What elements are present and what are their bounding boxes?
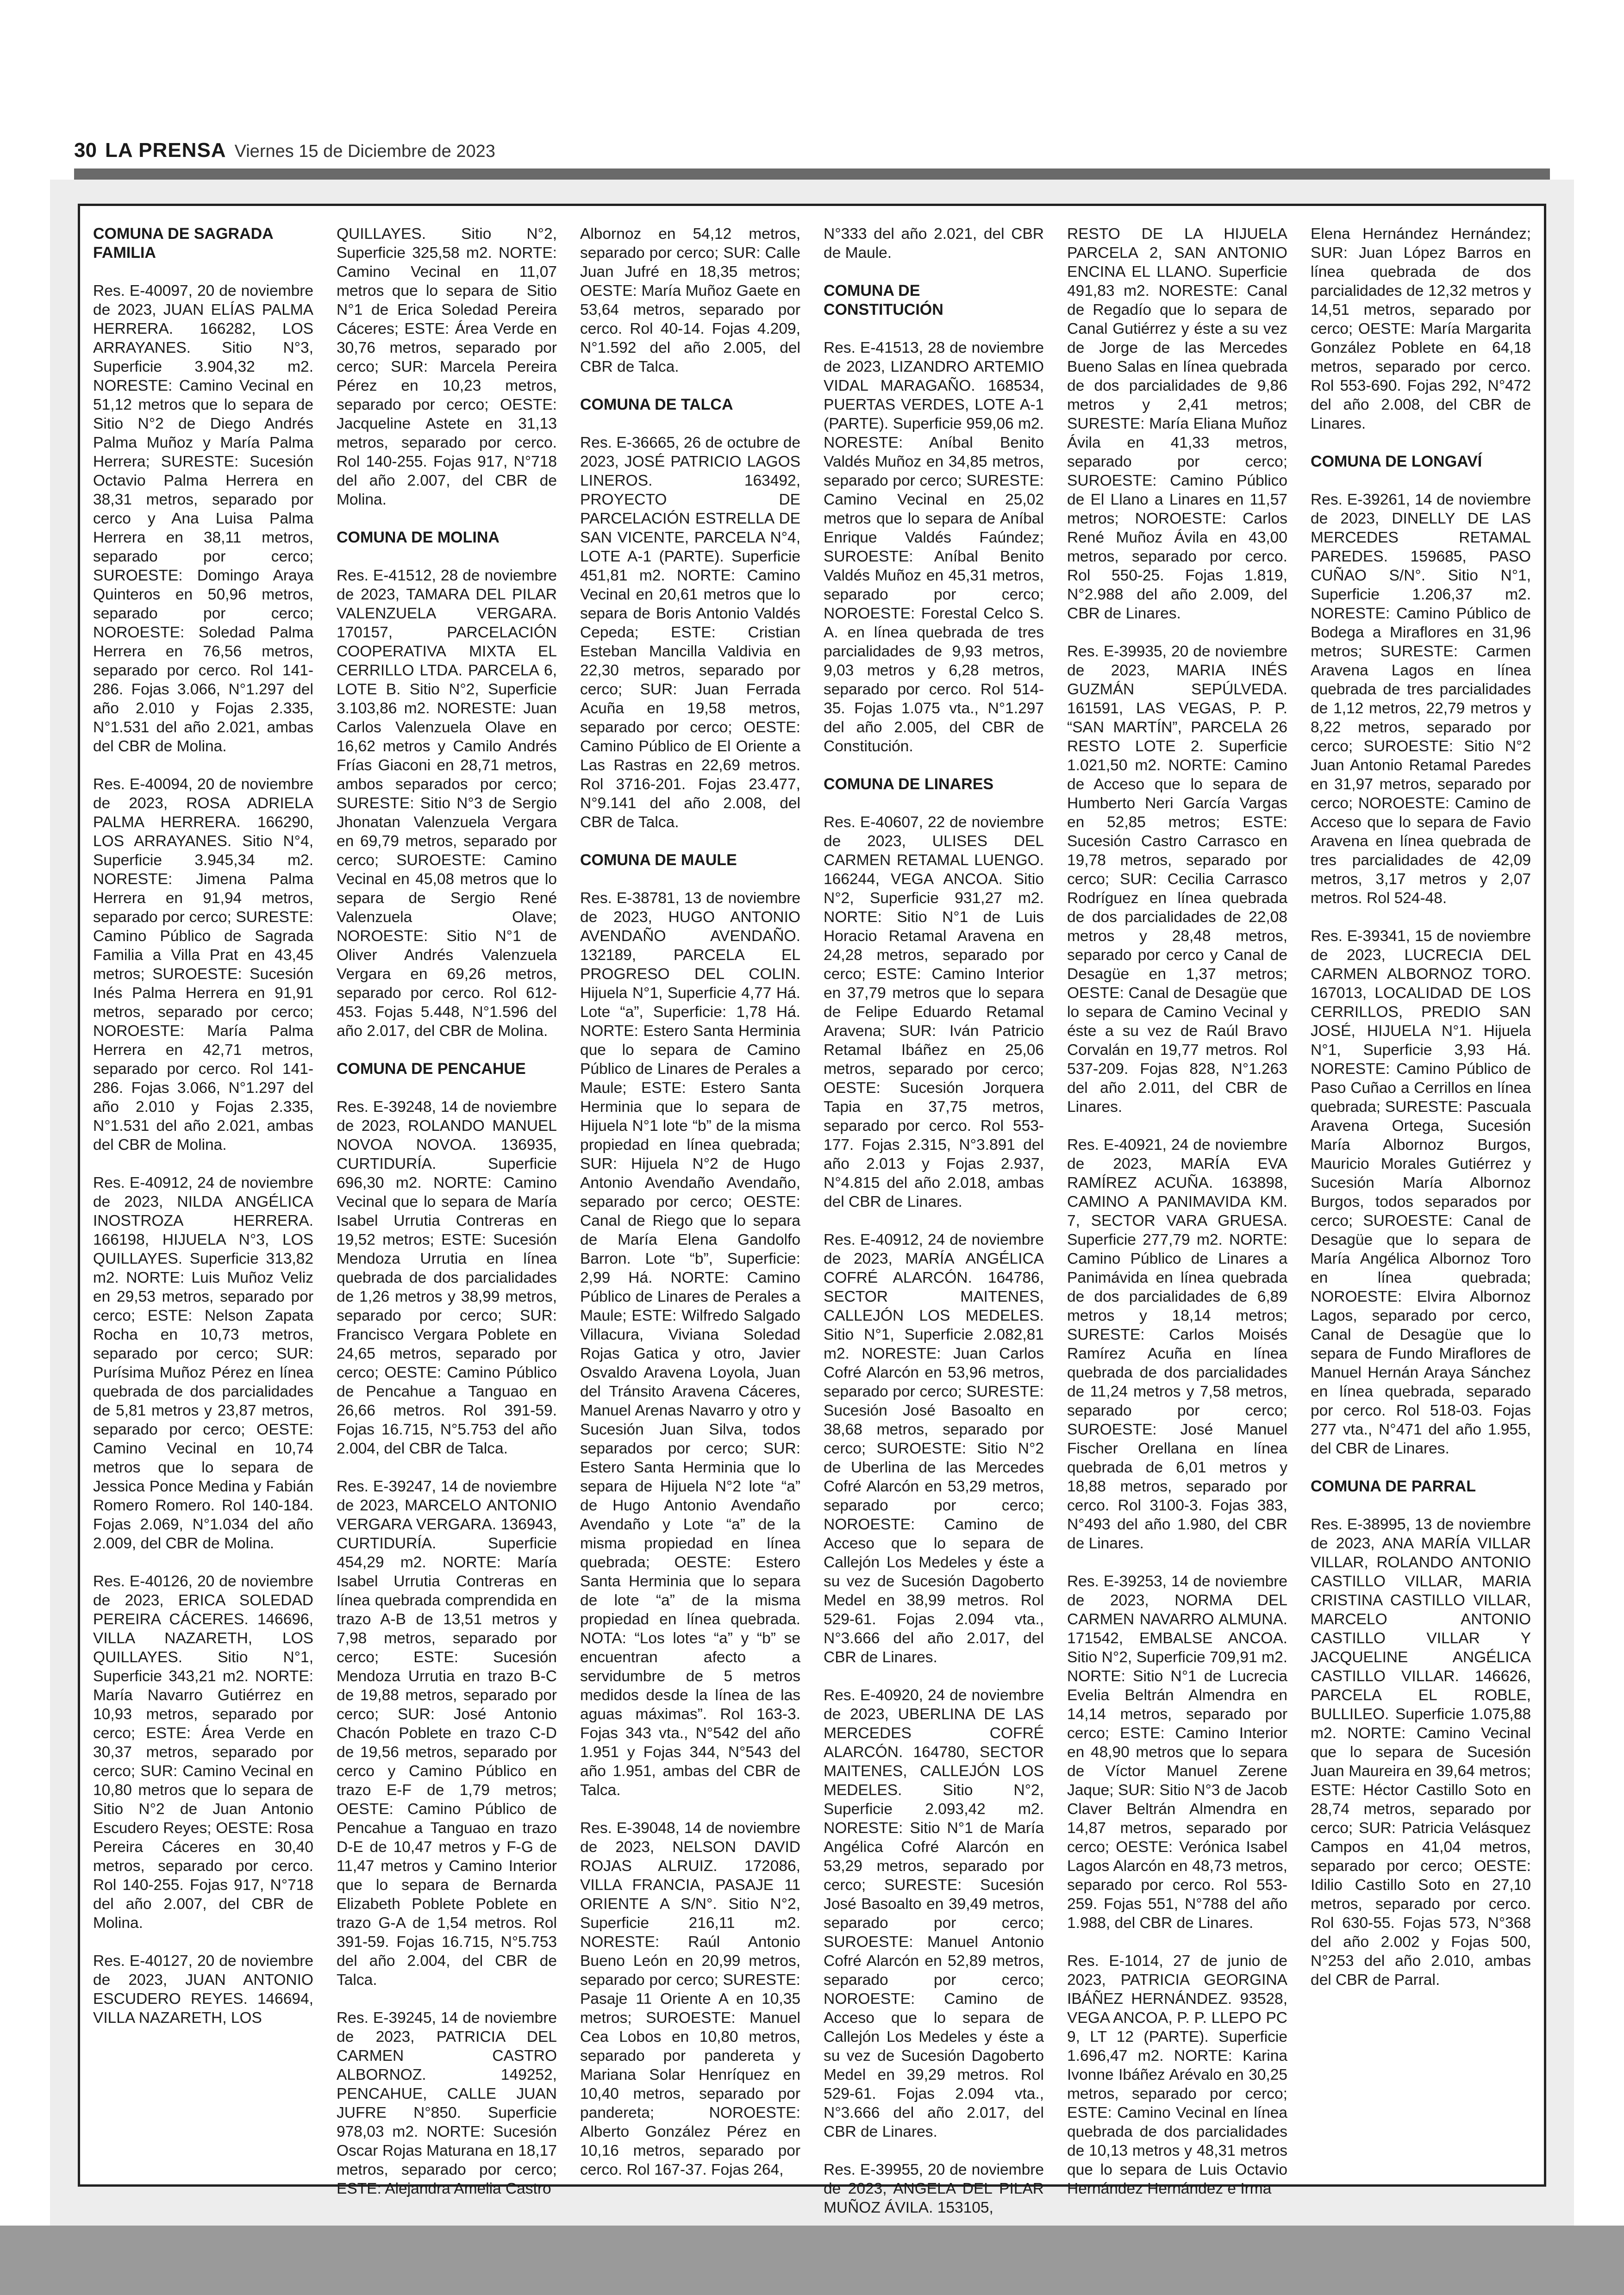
- notice-paragraph: Res. E-41512, 28 de noviembre de 2023, TAMARA DEL PILAR VALENZUELA VERGARA. 170157, PARCELACIÓN COOPERATIVA MIXTA EL CERRILLO LTDA. PARCELA 6, LOTE B. Sitio N°2, Superficie 3.103,86 m2. NORESTE: Juan Carlos Valenzuela Olave en 16,62 metros y Camilo Andrés Frías Giaconi en 28,71 metros, ambos separados por cerco; SURESTE: Sitio N°3 de Sergio Jhonatan Valenzuela Vergara en 69,79 metros, separado por cerco; SUROESTE: Camino Vecinal en 45,08 metros que lo separa de Sergio René Valenzuela Olave; NOROESTE: Sitio N°1 de Oliver Andrés Valenzuela Vergara en 69,26 metros, separado por cerco. Rol 612-453. Fojas 5.448, N°1.596 del año 2.017, del CBR de Molina.: [337, 567, 557, 1040]
- notice-paragraph: Res. E-40094, 20 de noviembre de 2023, ROSA ADRIELA PALMA HERRERA. 166290, LOS ARRAYANES. Sitio N°4, Superficie 3.945,34 m2. NORESTE: Jimena Palma Herrera en 91,94 metros, separado por cerco; SURESTE: Camino Público de Sagrada Familia a Villa Prat en 43,45 metros; SUROESTE: Sucesión Inés Palma Herrera en 91,91 metros, separado por cerco; NOROESTE: María Palma Herrera en 42,71 metros, separado por cerco. Rol 141-286. Fojas 3.066, N°1.297 del año 2.010 y Fojas 2.335, N°1.531 del año 2.021, ambas del CBR de Molina.: [93, 776, 313, 1154]
- notice-paragraph: Res. E-39955, 20 de noviembre de 2023, ANGELA DEL PILAR MUÑOZ ÁVILA. 153105,: [824, 2161, 1044, 2216]
- commune-heading: COMUNA DE MOLINA: [337, 529, 500, 546]
- text-column: [580, 225, 800, 2236]
- notice-paragraph: Res. E-38995, 13 de noviembre de 2023, ANA MARÍA VILLAR VILLAR, ROLANDO ANTONIO CASTILLO VILLAR, MARIA CRISTINA CASTILLO VILLAR, MARCELO ANTONIO CASTILLO VILLAR Y JACQUELINE ANGÉLICA CASTILLO VILLAR. 146626, PARCELA EL ROBLE, BULLILEO. Superficie 1.075,88 m2. NORTE: Camino Vecinal que lo separa de Sucesión Juan Maureira en 39,64 metros; ESTE: Héctor Castillo Soto en 28,74 metros, separado por cerco; SUR: Patricia Velásquez Campos en 41,04 metros, separado por cerco; OESTE: Idilio Castillo Soto en 27,10 metros, separado por cerco. Rol 630-55. Fojas 573, N°368 del año 2.002 y Fojas 500, N°253 del año 2.010, ambas del CBR de Parral.: [1311, 1516, 1531, 1989]
- notice-paragraph: Res. E-39247, 14 de noviembre de 2023, MARCELO ANTONIO VERGARA VERGARA. 136943, CURTIDURÍA. Superficie 454,29 m2. NORTE: María Isabel Urrutia Contreras en línea quebrada comprendida en trazo A-B de 13,51 metros y 7,98 metros, separado por cerco; ESTE: Sucesión Mendoza Urrutia en trazo B-C de 19,88 metros, separado por cerco; SUR: José Antonio Chacón Poblete en trazo C-D de 19,56 metros, separado por cerco y Camino Público en trazo E-F de 1,79 metros; OESTE: Camino Público de Pencahue a Tanguao en trazo D-E de 10,47 metros y F-G de 11,47 metros y Camino Interior que lo separa de Bernarda Elizabeth Poblete Poblete en trazo G-A de 1,54 metros. Rol 391-59. Fojas 16.715, N°5.753 del año 2.004, del CBR de Talca.: [337, 1478, 557, 1989]
- commune-heading: COMUNA DE TALCA: [580, 396, 733, 413]
- notice-paragraph: N°333 del año 2.021, del CBR de Maule.: [824, 225, 1044, 262]
- notice-paragraph: Res. E-36665, 26 de octubre de 2023, JOSÉ PATRICIO LAGOS LINEROS. 163492, PROYECTO DE PARCELACIÓN ESTRELLA DE SAN VICENTE, PARCELA N°4, LOTE A-1 (PARTE). Superficie 451,81 m2. NORTE: Camino Vecinal en 20,61 metros que lo separa de Boris Antonio Valdés Cepeda; ESTE: Cristian Esteban Mancilla Valdivia en 22,30 metros, separado por cerco; SUR: Juan Ferrada Acuña en 19,58 metros, separado por cerco; OESTE: Camino Público de El Oriente a Las Rastras en 22,69 metros. Rol 3716-201. Fojas 23.477, N°9.141 del año 2.008, del CBR de Talca.: [580, 434, 800, 831]
- page-number: 30: [74, 139, 97, 162]
- header-rule: [74, 168, 1550, 180]
- notice-paragraph: Res. E-41513, 28 de noviembre de 2023, LIZANDRO ARTEMIO VIDAL MARAGAÑO. 168534, PUERTAS VERDES, LOTE A-1 (PARTE). Superficie 959,06 m2. NORESTE: Aníbal Benito Valdés Muñoz en 34,85 metros, separado por cerco; SURESTE: Camino Vecinal en 25,02 metros que lo separa de Aníbal Enrique Valdés Faúndez; SUROESTE: Aníbal Benito Valdés Muñoz en 45,31 metros, separado por cerco; NOROESTE: Forestal Celco S. A. en línea quebrada de tres parcialidades de 9,93 metros, 9,03 metros y 6,28 metros, separado por cerco. Rol 514-35. Fojas 1.075 vta., N°1.297 del año 2.005, del CBR de Constitución.: [824, 339, 1044, 755]
- notice-paragraph: Res. E-40097, 20 de noviembre de 2023, JUAN ELÍAS PALMA HERRERA. 166282, LOS ARRAYANES. Sitio N°3, Superficie 3.904,32 m2. NORESTE: Camino Vecinal en 51,12 metros que lo separa de Sitio N°2 de Diego Andrés Palma Muñoz y María Palma Herrera; SURESTE: Sucesión Octavio Palma Herrera en 38,31 metros, separado por cerco y Ana Luisa Palma Herrera en 38,11 metros, separado por cerco; SUROESTE: Domingo Araya Quinteros en 50,96 metros, separado por cerco; NOROESTE: Soledad Palma Herrera en 76,56 metros, separado por cerco. Rol 141-286. Fojas 3.066, N°1.297 del año 2.010 y Fojas 2.335, N°1.531 del año 2.021, ambas del CBR de Molina.: [93, 282, 313, 755]
- notice-paragraph: Res. E-40912, 24 de noviembre de 2023, NILDA ANGÉLICA INOSTROZA HERRERA. 166198, HIJUELA N°3, LOS QUILLAYES. Superficie 313,82 m2. NORTE: Luis Muñoz Veliz en 29,53 metros, separado por cerco; ESTE: Nelson Zapata Rocha en 10,73 metros, separado por cerco; SUR: Purísima Muñoz Pérez en línea quebrada de dos parcialidades de 5,81 metros y 23,87 metros, separado por cerco; OESTE: Camino Vecinal en 10,74 metros que lo separa de Jessica Ponce Medina y Fabián Romero Romero. Rol 140-184. Fojas 2.069, N°1.034 del año 2.009, del CBR de Molina.: [93, 1174, 313, 1552]
- commune-heading: COMUNA DE SAGRADA FAMILIA: [93, 225, 273, 262]
- text-column: [93, 225, 313, 2236]
- commune-heading: COMUNA DE LINARES: [824, 775, 994, 793]
- notice-paragraph: Res. E-38781, 13 de noviembre de 2023, HUGO ANTONIO AVENDAÑO AVENDAÑO. 132189, PARCELA EL PROGRESO DEL COLIN. Hijuela N°1, Superficie 4,77 Há. Lote “a”, Superficie: 1,78 Há. NORTE: Estero Santa Herminia que lo separa de Camino Público de Linares de Perales a Maule; ESTE: Estero Santa Herminia que lo separa de Hijuela N°1 lote “b” de la misma propiedad en línea quebrada; SUR: Hijuela N°2 de Hugo Antonio Avendaño Avendaño, separado por cerco; OESTE: Canal de Riego que lo separa de María Elena Gandolfo Barron. Lote “b”, Superficie: 2,99 Há. NORTE: Camino Público de Linares de Perales a Maule; ESTE: Wilfredo Salgado Villacura, Viviana Soledad Rojas Gatica y otro, Javier Osvaldo Aravena Loyola, Juan del Tránsito Aravena Cáceres, Manuel Arenas Navarro y otro y Sucesión Juan Silva, todos separados por cerco; SUR: Estero Santa Herminia que lo separa de Hijuela N°2 lote “a” de Hugo Antonio Avendaño Avendaño y Lote “a” de la misma propiedad en línea quebrada; OESTE: Estero Santa Herminia que lo separa de lote “a” de la misma propiedad en línea quebrada. NOTA: “Los lotes “a” y “b” se encuentran afecto a servidumbre de 5 metros medidos desde la línea de las aguas máximas”. Rol 163-3. Fojas 343 vta., N°542 del año 1.951 y Fojas 344, N°543 del año 1.951, ambas del CBR de Talca.: [580, 890, 800, 1799]
- notice-paragraph: Res. E-40912, 24 de noviembre de 2023, MARÍA ANGÉLICA COFRÉ ALARCÓN. 164786, SECTOR MAITENES, CALLEJÓN LOS MEDELES. Sitio N°1, Superficie 2.082,81 m2. NORESTE: Juan Carlos Cofré Alarcón en 53,96 metros, separado por cerco; SURESTE: Sucesión José Basoalto en 38,68 metros, separado por cerco; SUROESTE: Sitio N°2 de Uberlina de las Mercedes Cofré Alarcón en 53,29 metros, separado por cerco; NOROESTE: Camino de Acceso que lo separa de Callejón Los Medeles y éste a su vez de Sucesión Dagoberto Medel en 38,99 metros. Rol 529-61. Fojas 2.094 vta., N°3.666 del año 2.017, del CBR de Linares.: [824, 1231, 1044, 1666]
- notice-paragraph: Res. E-40607, 22 de noviembre de 2023, ULISES DEL CARMEN RETAMAL LUENGO. 166244, VEGA ANCOA. Sitio N°2, Superficie 931,27 m2. NORTE: Sitio N°1 de Luis Horacio Retamal Aravena en 24,28 metros, separado por cerco; ESTE: Camino Interior en 37,79 metros que lo separa de Felipe Eduardo Retamal Aravena; SUR: Iván Patricio Retamal Ibáñez en 25,06 metros, separado por cerco; OESTE: Sucesión Jorquera Tapia en 37,75 metros, separado por cerco. Rol 553-177. Fojas 2.315, N°3.891 del año 2.013 y Fojas 2.937, N°4.815 del año 2.018, ambas del CBR de Linares.: [824, 814, 1044, 1210]
- notice-paragraph: QUILLAYES. Sitio N°2, Superficie 325,58 m2. NORTE: Camino Vecinal en 11,07 metros que lo separa de Sitio N°1 de Erica Soledad Pereira Cáceres; ESTE: Área Verde en 30,76 metros, separado por cerco; SUR: Marcela Pereira Pérez en 10,23 metros, separado por cerco; OESTE: Jacqueline Astete en 31,13 metros, separado por cerco. Rol 140-255. Fojas 917, N°718 del año 2.007, del CBR de Molina.: [337, 225, 557, 508]
- notice-paragraph: Res. E-39048, 14 de noviembre de 2023, NELSON DAVID ROJAS ALRUIZ. 172086, VILLA FRANCIA, PASAJE 11 ORIENTE A S/N°. Sitio N°2, Superficie 216,11 m2. NORESTE: Raúl Antonio Bueno León en 20,99 metros, separado por cerco; SURESTE: Pasaje 11 Oriente A en 10,35 metros; SUROESTE: Manuel Cea Lobos en 10,80 metros, separado por pandereta y Mariana Solar Henríquez en 10,40 metros, separado por pandereta; NOROESTE: Alberto González Pérez en 10,16 metros, separado por cerco. Rol 167-37. Fojas 264,: [580, 1820, 800, 2178]
- notice-paragraph: Res. E-39261, 14 de noviembre de 2023, DINELLY DE LAS MERCEDES RETAMAL PAREDES. 159685, PASO CUÑAO S/N°. Sitio N°1, Superficie 1.206,37 m2. NORESTE: Camino Público de Bodega a Miraflores en 31,96 metros; SURESTE: Carmen Aravena Lagos en línea quebrada de tres parcialidades de 1,12 metros, 22,79 metros y 8,22 metros, separado por cerco; SUROESTE: Sitio N°2 Juan Antonio Retamal Paredes en 31,97 metros, separado por cerco; NOROESTE: Camino de Acceso que lo separa de Favio Aravena en línea quebrada de tres parcialidades de 42,09 metros, 3,17 metros y 2,07 metros. Rol 524-48.: [1311, 491, 1531, 907]
- text-column: [1311, 225, 1531, 2236]
- notice-paragraph: Res. E-39341, 15 de noviembre de 2023, LUCRECIA DEL CARMEN ALBORNOZ TORO. 167013, LOCALIDAD DE LOS CERRILLOS, PREDIO SAN JOSÉ, HIJUELA N°1. Hijuela N°1, Superficie 3,93 Há. NORESTE: Camino Público de Paso Cuñao a Cerrillos en línea quebrada; SURESTE: Pascuala Aravena Ortega, Sucesión María Albornoz Burgos, Mauricio Morales Gutiérrez y Sucesión María Albornoz Burgos, todos separados por cerco; SUROESTE: Canal de Desagüe que lo separa de María Angélica Albornoz Toro en línea quebrada; NOROESTE: Elvira Albornoz Lagos, separado por cerco, Canal de Desagüe que lo separa de Fundo Miraflores de Manuel Hernán Araya Sánchez en línea quebrada, separado por cerco. Rol 518-03. Fojas 277 vta., N°471 del año 1.955, del CBR de Linares.: [1311, 928, 1531, 1457]
- text-column: [824, 225, 1044, 2236]
- page-header: [74, 139, 495, 162]
- notice-paragraph: Res. E-39253, 14 de noviembre de 2023, NORMA DEL CARMEN NAVARRO ALMUNA. 171542, EMBALSE ANCOA. Sitio N°2, Superficie 709,91 m2. NORTE: Sitio N°1 de Lucrecia Evelia Beltrán Almendra en 14,14 metros, separado por cerco; ESTE: Camino Interior en 48,90 metros que lo separa de Víctor Manuel Zerene Jaque; SUR: Sitio N°3 de Jacob Claver Beltrán Almendra en 14,87 metros, separado por cerco; OESTE: Verónica Isabel Lagos Alarcón en 48,73 metros, separado por cerco. Rol 553-259. Fojas 551, N°788 del año 1.988, del CBR de Linares.: [1067, 1573, 1287, 1932]
- notice-paragraph: Res. E-39245, 14 de noviembre de 2023, PATRICIA DEL CARMEN CASTRO ALBORNOZ. 149252, PENCAHUE, CALLE JUAN JUFRE N°850. Superficie 978,03 m2. NORTE: Sucesión Oscar Rojas Maturana en 18,17 metros, separado por cerco; ESTE: Alejandra Amelia Castro: [337, 2009, 557, 2197]
- notice-paragraph: Res. E-1014, 27 de junio de 2023, PATRICIA GEORGINA IBÁÑEZ HERNÁNDEZ. 93528, VEGA ANCOA, P. P. LLEPO PC 9, LT 12 (PARTE). Superficie 1.696,47 m2. NORTE: Karina Ivonne Ibáñez Arévalo en 30,25 metros, separado por cerco; ESTE: Camino Vecinal en línea quebrada de dos parcialidades de 10,13 metros y 48,31 metros que lo separa de Luis Octavio Hernández Hernández e Irma: [1067, 1952, 1287, 2197]
- commune-heading: COMUNA DE LONGAVÍ: [1311, 453, 1482, 470]
- notice-columns: [93, 225, 1531, 2216]
- commune-heading: COMUNA DE MAULE: [580, 851, 737, 869]
- notice-paragraph: Albornoz en 54,12 metros, separado por cerco; SUR: Calle Juan Jufré en 18,35 metros; OESTE: María Muñoz Gaete en 53,64 metros, separado por cerco. Rol 40-14. Fojas 4.209, N°1.592 del año 2.005, del CBR de Talca.: [580, 225, 800, 375]
- notice-paragraph: RESTO DE LA HIJUELA PARCELA 2, SAN ANTONIO ENCINA EL LLANO. Superficie 491,83 m2. NORESTE: Canal de Regadío que lo separa de Canal Gutiérrez y éste a su vez de Jorge de las Mercedes Bueno Salas en línea quebrada de dos parcialidades de 9,86 metros y 2,41 metros; SURESTE: María Eliana Muñoz Ávila en 41,33 metros, separado por cerco; SUROESTE: Camino Público de El Llano a Linares en 11,57 metros; NOROESTE: Carlos René Muñoz Ávila en 43,00 metros, separado por cerco. Rol 550-25. Fojas 1.819, N°2.988 del año 2.009, del CBR de Linares.: [1067, 225, 1287, 622]
- commune-heading: COMUNA DE PARRAL: [1311, 1478, 1476, 1495]
- text-column: [1067, 225, 1287, 2236]
- notice-paragraph: Res. E-40921, 24 de noviembre de 2023, MARÍA EVA RAMÍREZ ACUÑA. 163898, CAMINO A PANIMAVIDA KM. 7, SECTOR VARA GRUESA. Superficie 277,79 m2. NORTE: Camino Público de Linares a Panimávida en línea quebrada de dos parcialidades de 6,89 metros y 18,14 metros; SURESTE: Carlos Moisés Ramírez Acuña en línea quebrada de dos parcialidades de 11,24 metros y 7,58 metros, separado por cerco; SUROESTE: José Manuel Fischer Orellana en línea quebrada de 6,01 metros y 18,88 metros, separado por cerco. Rol 3100-3. Fojas 383, N°493 del año 1.980, del CBR de Linares.: [1067, 1136, 1287, 1552]
- bottom-band: [0, 2226, 1624, 2295]
- notice-paragraph: Res. E-39248, 14 de noviembre de 2023, ROLANDO MANUEL NOVOA NOVOA. 136935, CURTIDURÍA. Superficie 696,30 m2. NORTE: Camino Vecinal que lo separa de María Isabel Urrutia Contreras en 19,52 metros; ESTE: Sucesión Mendoza Urrutia en línea quebrada de dos parcialidades de 1,26 metros y 38,99 metros, separado por cerco; SUR: Francisco Vergara Poblete en 24,65 metros, separado por cerco; OESTE: Camino Público de Pencahue a Tanguao en 26,66 metros. Rol 391-59. Fojas 16.715, N°5.753 del año 2.004, del CBR de Talca.: [337, 1098, 557, 1457]
- legal-notices-box: [78, 204, 1546, 2216]
- commune-heading: COMUNA DE PENCAHUE: [337, 1060, 526, 1078]
- publication-date: Viernes 15 de Diciembre de 2023: [234, 142, 495, 161]
- notice-paragraph: Res. E-40127, 20 de noviembre de 2023, JUAN ANTONIO ESCUDERO REYES. 146694, VILLA NAZARETH, LOS: [93, 1952, 313, 2027]
- notice-paragraph: Elena Hernández Hernández; SUR: Juan López Barros en línea quebrada de dos parcialidades de 12,32 metros y 14,51 metros, separado por cerco; OESTE: María Margarita González Poblete en 64,18 metros, separado por cerco. Rol 553-690. Fojas 292, N°472 del año 2.008, del CBR de Linares.: [1311, 225, 1531, 432]
- notice-paragraph: Res. E-40920, 24 de noviembre de 2023, UBERLINA DE LAS MERCEDES COFRÉ ALARCÓN. 164780, SECTOR MAITENES, CALLEJÓN LOS MEDELES. Sitio N°2, Superficie 2.093,42 m2. NORESTE: Sitio N°1 de María Angélica Cofré Alarcón en 53,29 metros, separado por cerco; SURESTE: Sucesión José Basoalto en 39,49 metros, separado por cerco; SUROESTE: Manuel Antonio Cofré Alarcón en 52,89 metros, separado por cerco; NOROESTE: Camino de Acceso que lo separa de Callejón Los Medeles y éste a su vez de Sucesión Dagoberto Medel en 39,29 metros. Rol 529-61. Fojas 2.094 vta., N°3.666 del año 2.017, del CBR de Linares.: [824, 1687, 1044, 2140]
- commune-heading: COMUNA DE CONSTITUCIÓN: [824, 282, 943, 318]
- notice-paragraph: Res. E-39935, 20 de noviembre de 2023, MARIA INÉS GUZMÁN SEPÚLVEDA. 161591, LAS VEGAS, P. P. “SAN MARTÍN”, PARCELA 26 RESTO LOTE 2. Superficie 1.021,50 m2. NORTE: Camino de Acceso que lo separa de Humberto Neri García Vargas en 52,85 metros; ESTE: Sucesión Castro Carrasco en 19,78 metros, separado por cerco; SUR: Cecilia Carrasco Rodríguez en línea quebrada de dos parcialidades de 22,08 metros y 28,48 metros, separado por cerco y Canal de Desagüe en 1,37 metros; OESTE: Canal de Desagüe que lo separa de Camino Vecinal y éste a su vez de Raúl Bravo Corvalán en 19,77 metros. Rol 537-209. Fojas 828, N°1.263 del año 2.011, del CBR de Linares.: [1067, 643, 1287, 1116]
- publication-name: LA PRENSA: [105, 139, 226, 162]
- notice-paragraph: Res. E-40126, 20 de noviembre de 2023, ERICA SOLEDAD PEREIRA CÁCERES. 146696, VILLA NAZARETH, LOS QUILLAYES. Sitio N°1, Superficie 343,21 m2. NORTE: María Navarro Gutiérrez en 10,93 metros, separado por cerco; ESTE: Área Verde en 30,37 metros, separado por cerco; SUR: Camino Vecinal en 10,80 metros que lo separa de Sitio N°2 de Juan Antonio Escudero Reyes; OESTE: Rosa Pereira Cáceres en 30,40 metros, separado por cerco. Rol 140-255. Fojas 917, N°718 del año 2.007, del CBR de Molina.: [93, 1573, 313, 1932]
- text-column: [337, 225, 557, 2236]
